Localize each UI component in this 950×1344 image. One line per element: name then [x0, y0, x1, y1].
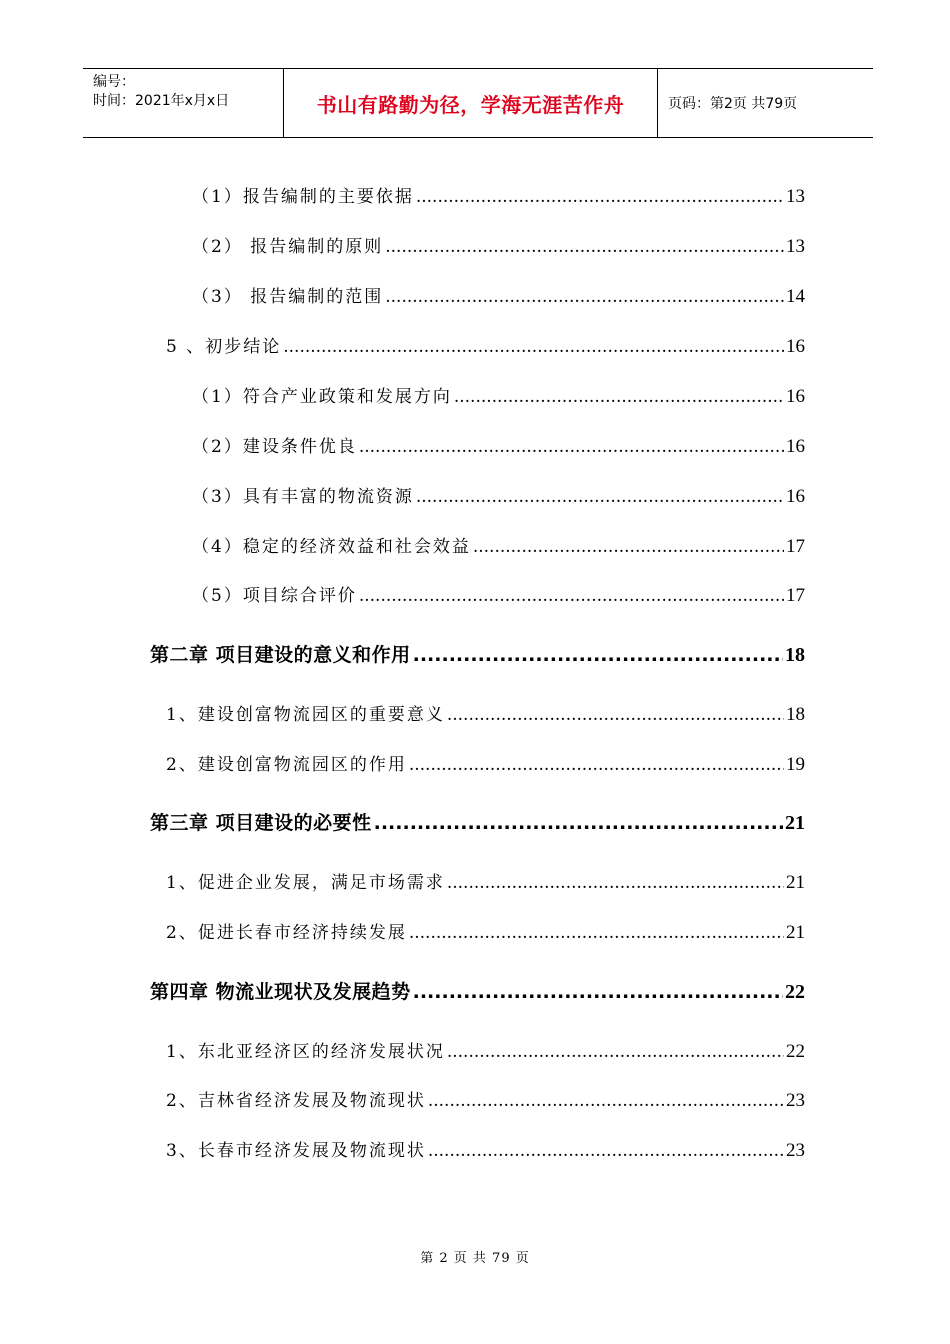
toc-entry-title: 5 、初步结论 [166, 337, 282, 357]
toc-leader-dots [447, 705, 784, 725]
toc-entry[interactable] [192, 232, 805, 258]
toc-entry-page: 16 [786, 336, 805, 357]
toc-entry[interactable] [166, 868, 805, 894]
toc-leader-dots [416, 487, 784, 507]
toc-entry-title: （4）稳定的经济效益和社会效益 [192, 537, 471, 557]
toc-leader-dots [409, 923, 784, 943]
toc-entry-page: 17 [786, 585, 805, 606]
toc-entry-title: （1）符合产业政策和发展方向 [192, 387, 452, 407]
toc-entry-title: 2、建设创富物流园区的作用 [166, 755, 407, 775]
toc-entry-title: 1、建设创富物流园区的重要意义 [166, 705, 445, 725]
toc-leader-dots [454, 387, 784, 407]
toc-chapter-title: 第二章 项目建设的意义和作用 [150, 644, 411, 666]
toc-chapter-entry[interactable] [150, 808, 805, 835]
toc-entry-page: 18 [785, 644, 805, 666]
header-meta-cell [83, 69, 283, 137]
toc-entry-page: 16 [786, 386, 805, 407]
toc-entry-page: 22 [785, 981, 805, 1003]
toc-entry[interactable] [166, 332, 805, 358]
toc-entry[interactable] [192, 432, 805, 458]
toc-entry-title: （2） 报告编制的原则 [192, 237, 384, 257]
toc-entry-page: 17 [786, 536, 805, 557]
toc-entry[interactable] [192, 482, 805, 508]
toc-leader-dots [385, 287, 784, 307]
toc-entry-title: 2、促进长春市经济持续发展 [166, 923, 407, 943]
toc-entry[interactable] [166, 1086, 805, 1112]
page-footer: 第 2 页 共 79 页 [420, 1251, 530, 1266]
toc-entry-page: 21 [786, 922, 805, 943]
toc-leader-dots [413, 644, 783, 666]
toc-entry-page: 23 [786, 1140, 805, 1161]
toc-entry[interactable] [192, 382, 805, 408]
toc-entry-title: 2、吉林省经济发展及物流现状 [166, 1091, 426, 1111]
toc-entry-title: （3）具有丰富的物流资源 [192, 487, 414, 507]
toc-entry-page: 13 [786, 186, 805, 207]
toc-leader-dots [447, 1042, 784, 1062]
toc-entry[interactable] [192, 532, 805, 558]
toc-leader-dots [447, 873, 784, 893]
toc-entry-page: 13 [786, 236, 805, 257]
toc-entry[interactable] [166, 1136, 805, 1162]
toc-chapter-title: 第三章 项目建设的必要性 [150, 812, 372, 834]
toc-chapter-title: 第四章 物流业现状及发展趋势 [150, 981, 411, 1003]
toc-entry[interactable] [192, 282, 805, 308]
toc-entry-page: 16 [786, 486, 805, 507]
document-number-label: 编号： [93, 74, 135, 90]
toc-entry-title: （5）项目综合评价 [192, 586, 357, 606]
toc-entry[interactable] [166, 750, 805, 776]
toc-chapter-entry[interactable] [150, 977, 805, 1004]
toc-entry-title: （2）建设条件优良 [192, 437, 357, 457]
toc-entry[interactable] [166, 918, 805, 944]
toc-leader-dots [416, 187, 784, 207]
page-header [83, 68, 873, 138]
toc-leader-dots [428, 1091, 784, 1111]
toc-entry-page: 16 [786, 436, 805, 457]
document-time-label: 时间：2021年x月x日 [93, 93, 230, 109]
toc-leader-dots [413, 981, 783, 1003]
toc-entry-page: 21 [785, 812, 805, 834]
toc-leader-dots [385, 237, 784, 257]
toc-leader-dots [374, 812, 783, 834]
toc-entry-title: （3） 报告编制的范围 [192, 287, 384, 307]
toc-entry-page: 22 [786, 1041, 805, 1062]
toc-entry-page: 23 [786, 1090, 805, 1111]
toc-entry[interactable] [166, 700, 805, 726]
toc-leader-dots [409, 755, 784, 775]
toc-entry-title: 1、东北亚经济区的经济发展状况 [166, 1042, 445, 1062]
toc-entry-page: 19 [786, 754, 805, 775]
toc-leader-dots [283, 337, 784, 357]
header-page-info: 页码：第2页 共79页 [668, 96, 798, 112]
header-motto: 书山有路勤为径，学海无涯苦作舟 [316, 92, 625, 117]
toc-entry-page: 21 [786, 872, 805, 893]
toc-entry[interactable] [166, 1037, 805, 1063]
toc-entry[interactable] [192, 182, 805, 208]
toc-leader-dots [359, 586, 784, 606]
toc-leader-dots [428, 1141, 784, 1161]
toc-chapter-entry[interactable] [150, 640, 805, 667]
toc-entry-title: 1、促进企业发展，满足市场需求 [166, 873, 445, 893]
toc-entry[interactable] [192, 581, 805, 607]
toc-entry-page: 14 [786, 286, 805, 307]
toc-leader-dots [359, 437, 784, 457]
toc-leader-dots [473, 537, 784, 557]
toc-entry-title: （1）报告编制的主要依据 [192, 187, 414, 207]
toc-entry-page: 18 [786, 704, 805, 725]
toc-entry-title: 3、长春市经济发展及物流现状 [166, 1141, 426, 1161]
